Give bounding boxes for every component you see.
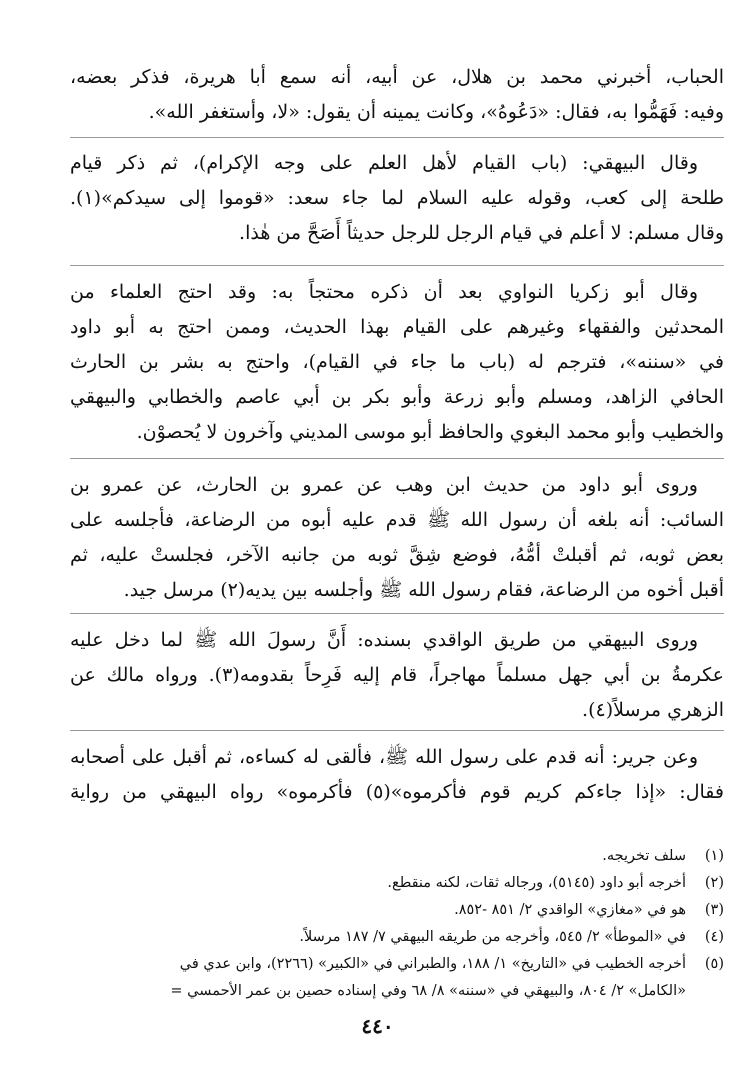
text-line: وقال مسلم: لا أعلم في قيام الرجل للرجل حديثاً أَصَحَّ من هٰذا. <box>239 222 724 244</box>
text-line: السائب: أنه بلغه أن رسول الله ﷺ قدم عليه أبوه من الرضاعة، فأجلسه على <box>70 509 724 531</box>
footnote-number: (٢) <box>704 875 724 891</box>
footnote-5 <box>70 951 724 978</box>
footnote-1 <box>70 843 724 870</box>
footnote-text: أخرجه الخطيب في «التاريخ» ١/ ١٨٨، والطبراني في «الكبير» (٢٢٦٦)، وابن عدي في <box>179 956 686 972</box>
paragraph-1 <box>70 60 724 130</box>
text-line: الحباب، أخبرني محمد بن هلال، عن أبيه، أنه سمع أبا هريرة، فذكر بعضه، <box>70 66 724 88</box>
separator-2 <box>70 265 724 266</box>
page-number: ٤٤٠ <box>361 1014 394 1038</box>
footnote-number: (٣) <box>704 902 724 918</box>
text-line: الزهري مرسلاً(٤). <box>582 699 724 721</box>
paragraph-2 <box>70 146 724 251</box>
text-line: والخطيب وأبو محمد البغوي والحافظ أبو موسى المديني وآخرون لا يُحصوْن. <box>136 421 724 443</box>
text-line: أقبل أخوه من الرضاعة، فقام رسول الله ﷺ وأجلسه بين يديه(٢) مرسل جيد. <box>123 579 724 601</box>
footnote-number: (٥) <box>704 956 724 972</box>
text-line: وقال البيهقي: (باب القيام لأهل العلم على وجه الإكرام)، ثم ذكر قيام <box>70 152 698 174</box>
footnote-text: في «الموطأ» ٢/ ٥٤٥، وأخرجه من طريقه البيهقي ٧/ ١٨٧ مرسلاً. <box>299 929 686 945</box>
footnote-2 <box>70 870 724 897</box>
paragraph-4 <box>70 468 724 608</box>
paragraph-6 <box>70 740 724 810</box>
text-line: وفيه: فَهَمُّوا به، فقال: «دَعُوهُ»، وكانت يمينه أن يقول: «لا، وأستغفر الله». <box>148 101 724 123</box>
footnotes <box>70 843 724 1005</box>
text-line: وقال أبو زكريا النواوي بعد أن ذكره محتجاً به: وقد احتج العلماء من <box>70 281 698 303</box>
footnote-continuation: «الكامل» ٢/ ٨٠٤، والبيهقي في «سننه» ٨/ ٦٨ وفي إسناده حصين بن عمر الأحمسي = <box>170 983 686 999</box>
footnote-text: هو في «مغازي» الواقدي ٢/ ٨٥١ -٨٥٢. <box>454 902 686 918</box>
separator-3 <box>70 458 724 459</box>
text-line: طلحة إلى كعب، وقوله عليه السلام لما جاء سعد: «قوموا إلى سيدكم»(١). <box>70 187 724 209</box>
text-line: فقال: «إذا جاءكم كريم قوم فأكرموه»(٥) فأكرموه» رواه البيهقي من رواية <box>70 781 725 803</box>
separator-1 <box>70 137 724 138</box>
footnote-text: أخرجه أبو داود (٥١٤٥)، ورجاله ثقات، لكنه منقطع. <box>387 875 686 891</box>
separator-5 <box>70 730 724 731</box>
text-line: في «سننه»، فترجم له (باب ما جاء في القيام)، واحتج به بشر بن الحارث <box>70 351 724 373</box>
text-line: عكرمةُ بن أبي جهل مسلماً مهاجراً، قام إليه فَرِحاً بقدومه(٣). ورواه مالك عن <box>70 664 724 686</box>
paragraph-5 <box>70 623 724 728</box>
text-line: الحافي الزاهد، ومسلم وأبو زرعة وأبو بكر بن أبي عاصم والخطابي والبيهقي <box>70 386 724 408</box>
separator-4 <box>70 613 724 614</box>
footnote-number: (٤) <box>704 929 724 945</box>
text-line: وعن جرير: أنه قدم على رسول الله ﷺ، فألقى له كساءه، ثم أقبل على أصحابه <box>70 746 698 768</box>
paragraph-3 <box>70 275 724 450</box>
footnote-4 <box>70 924 724 951</box>
text-line: وروى أبو داود من حديث ابن وهب عن عمرو بن الحارث، عن عمرو بن <box>70 474 698 496</box>
footnote-text: سلف تخريجه. <box>602 848 686 864</box>
footnote-number: (١) <box>704 848 724 864</box>
text-line: وروى البيهقي من طريق الواقدي بسنده: أَنَّ رسولَ الله ﷺ لما دخل عليه <box>70 629 698 651</box>
text-line: المحدثين والفقهاء وغيرهم على القيام بهذا الحديث، وممن احتج به أبو داود <box>70 316 724 338</box>
footnote-3 <box>70 897 724 924</box>
text-line: بعض ثوبه، ثم أقبلتْ أمُّهُ، فوضع شِقَّ ثوبه من جانبه الآخر، فجلستْ عليه، ثم <box>70 544 724 566</box>
